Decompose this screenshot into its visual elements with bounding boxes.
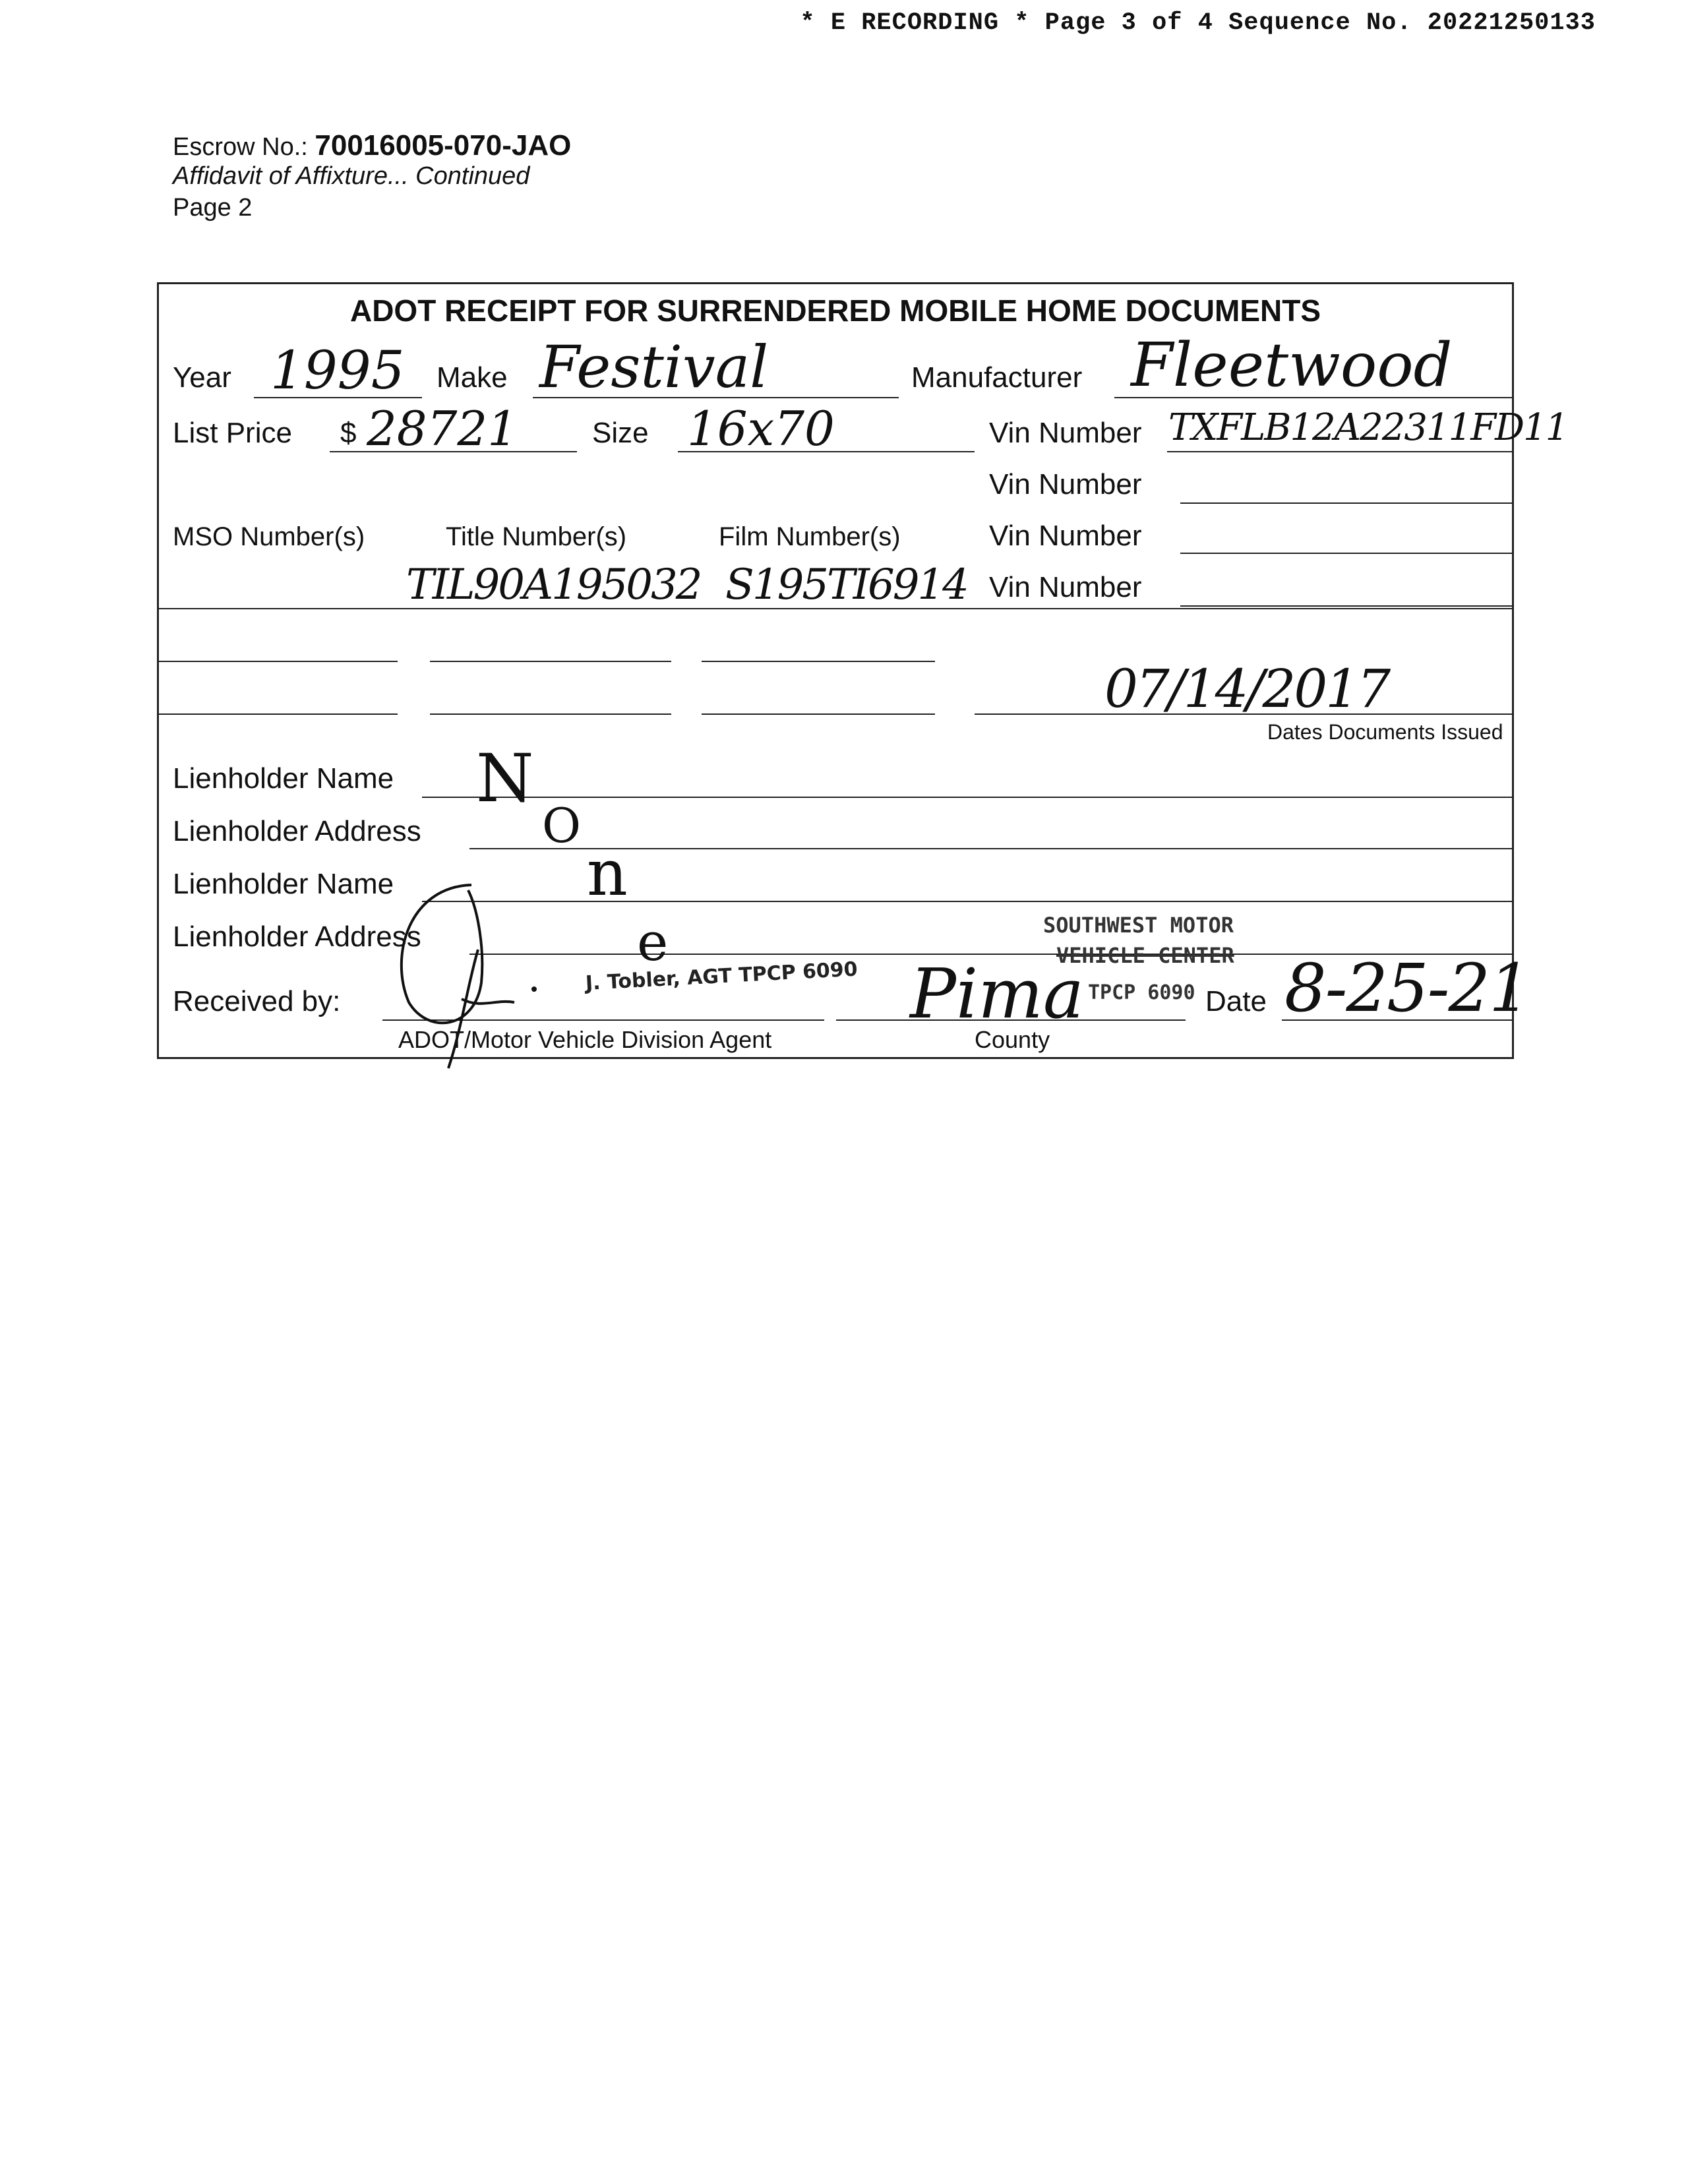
separator-1 [157,608,1514,609]
lienholder-address-label-2: Lienholder Address [173,921,421,953]
date-label: Date [1205,985,1267,1017]
dollar-sign: $ [340,417,357,449]
agent-signature [369,877,567,1075]
escrow-number: 70016005-070-JAO [315,129,572,162]
size-label: Size [592,417,649,449]
list-price-label: List Price [173,417,292,449]
mso-line-3 [157,713,398,715]
film-line-3 [702,713,935,715]
county-caption: County [975,1026,1050,1053]
year-label: Year [173,361,231,394]
film-number-value: S195TI6914 [725,561,967,609]
manufacturer-value: Fleetwood [1131,330,1453,400]
title-number-value: TIL90A195032 [406,561,701,609]
vin-line-2 [1180,502,1514,504]
escrow-label: Escrow No.: [173,133,308,161]
dates-issued-label: Dates Documents Issued [1267,720,1503,744]
vin-value: TXFLB12A22311FD11 [1168,406,1568,449]
lien-hand-2: O [542,798,582,853]
film-line-2 [702,661,935,662]
received-by-label: Received by: [173,985,341,1017]
lienholder-name-label-1: Lienholder Name [173,762,394,795]
escrow-line [173,129,571,162]
form-title: ADOT RECEIPT FOR SURRENDERED MOBILE HOME DOCUMENTS [349,293,1321,328]
vin-label-4: Vin Number [989,571,1142,603]
lienholder-name-label-2: Lienholder Name [173,868,394,900]
agent-stamp: J. Tobler, AGT TPCP 6090 [585,957,859,995]
lienholder-address-label-1: Lienholder Address [173,815,421,847]
vin-label-3: Vin Number [989,520,1142,552]
title-line-3 [430,713,671,715]
document-subtitle: Affidavit of Affixture... Continued [173,162,530,190]
agent-caption: ADOT/Motor Vehicle Division Agent [398,1026,772,1053]
make-label: Make [437,361,508,394]
vin-line-3 [1180,553,1514,554]
film-number-label: Film Number(s) [719,522,901,551]
vin-label-2: Vin Number [989,468,1142,501]
date-value: 8-25-21 [1284,950,1530,1027]
vin-label-1: Vin Number [989,417,1142,449]
county-value: Pima [910,954,1084,1034]
mso-label: MSO Number(s) [173,522,365,551]
lienholder-name-line-2 [422,901,1514,902]
vin-line-1 [1167,451,1514,452]
lien-hand-1: N [476,740,534,817]
lien-hand-3: n [587,836,628,910]
year-value: 1995 [270,340,405,401]
page-number: Page 2 [173,194,253,222]
vin-line-4 [1180,605,1514,607]
title-line-2 [430,661,671,662]
manufacturer-label: Manufacturer [911,361,1083,394]
list-price-value: 28721 [367,401,518,456]
make-value: Festival [539,333,769,401]
date-issued-value: 07/14/2017 [1104,658,1389,719]
lien-hand-4: e [637,911,669,973]
stamp-line-1: SOUTHWEST MOTOR [1043,913,1234,938]
stamp-tpcp: TPCP 6090 [1088,981,1195,1004]
size-value: 16x70 [687,401,835,456]
recording-header: * E RECORDING * Page 3 of 4 Sequence No. 20221250133 [800,9,1596,37]
mso-line-2 [157,661,398,662]
title-number-label: Title Number(s) [446,522,627,551]
stamp-line-2: VEHICLE CENTER [1056,943,1234,968]
lienholder-name-line-1 [422,797,1514,798]
